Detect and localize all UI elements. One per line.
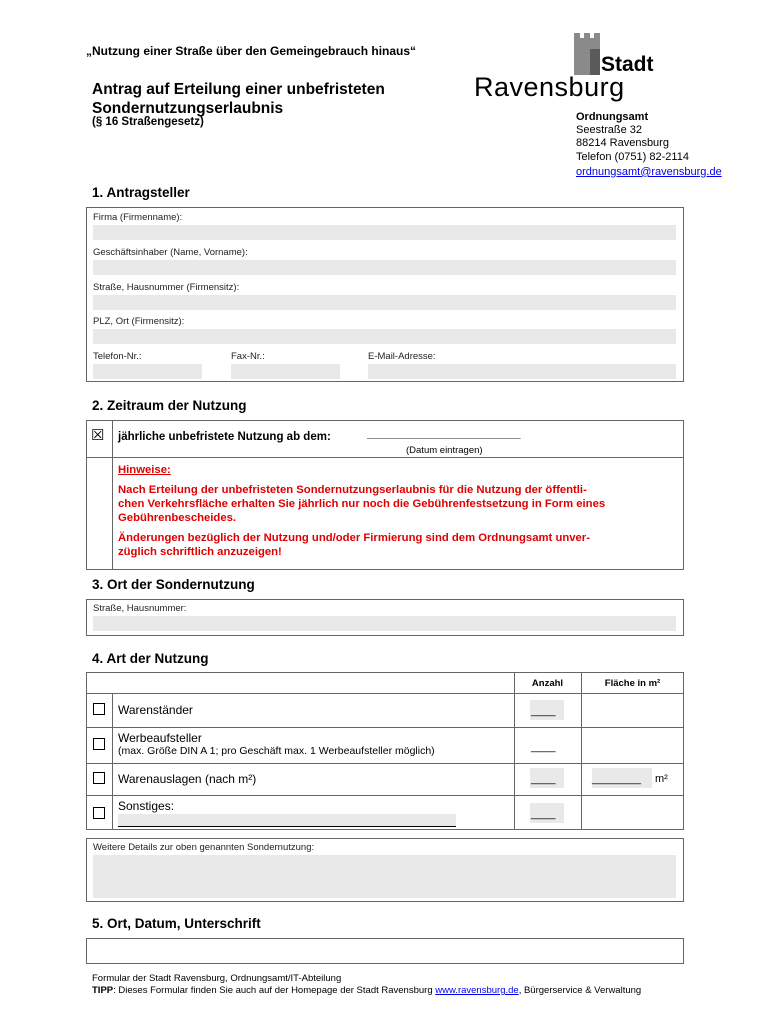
werbeaufsteller-checkbox[interactable] (93, 738, 105, 750)
telefon-label: Telefon-Nr.: (93, 351, 142, 362)
inhaber-label: Geschäftsinhaber (Name, Vorname): (93, 247, 248, 258)
plz-ort-label: PLZ, Ort (Firmensitz): (93, 316, 185, 327)
logo-ravensburg: Ravensburg (474, 72, 625, 102)
fax-label: Fax-Nr.: (231, 351, 265, 362)
werbeaufsteller-label: Werbeaufsteller (118, 731, 202, 745)
hinweis-aenderungen: Änderungen bezüglich der Nutzung und/oder Firmierung sind dem Ordnungsamt unver- züglich schriftlich anzuzeigen! (118, 532, 590, 558)
section-3-heading: 3. Ort der Sondernutzung (92, 577, 255, 592)
warenauslagen-label: Warenauslagen (nach m²) (118, 772, 257, 786)
firma-field[interactable] (93, 225, 676, 240)
office-email-link[interactable]: ordnungsamt@ravensburg.de (576, 165, 722, 178)
firma-label: Firma (Firmenname): (93, 212, 183, 223)
warenstaender-label: Warenständer (118, 703, 193, 717)
inhaber-field[interactable] (93, 260, 676, 275)
hinweise-title: Hinweise: (118, 464, 171, 476)
sonstiges-label: Sonstiges: (118, 799, 175, 813)
email-label: E-Mail-Adresse: (368, 351, 436, 362)
sonstiges-anzahl: ____ (531, 808, 556, 820)
details-label: Weitere Details zur oben genannten Sondernutzung: (93, 842, 315, 853)
footer-line1: Formular der Stadt Ravensburg, Ordnungsamt/IT-Abteilung (92, 973, 342, 984)
start-date-field[interactable]: ________________________ (367, 428, 521, 440)
signature-field[interactable] (86, 938, 684, 964)
homepage-link[interactable]: www.ravensburg.de (435, 985, 519, 996)
date-hint: (Datum eintragen) (406, 445, 483, 456)
plz-ort-field[interactable] (93, 329, 676, 344)
warenauslagen-flaeche: ________ (592, 773, 641, 785)
warenauslagen-anzahl: ____ (531, 773, 556, 785)
page-title: Antrag auf Erteilung einer unbefristeten Sondernutzungserlaubnis (92, 81, 385, 117)
warenauslagen-checkbox[interactable] (93, 772, 105, 784)
section-5-heading: 5. Ort, Datum, Unterschrift (92, 916, 261, 931)
law-reference: (§ 16 Straßengesetz) (92, 116, 204, 128)
strasse-field[interactable] (93, 295, 676, 310)
section-4-heading: 4. Art der Nutzung (92, 651, 209, 666)
office-address: Ordnungsamt Seestraße 32 88214 Ravensburg Telefon (0751) 82-2114 ordnungsamt@ravensburg.de (576, 111, 722, 178)
col-anzahl: Anzahl (531, 678, 564, 689)
strasse-label: Straße, Hausnummer (Firmensitz): (93, 282, 240, 293)
section-2-heading: 2. Zeitraum der Nutzung (92, 398, 247, 413)
email-field[interactable] (368, 364, 676, 379)
fax-field[interactable] (231, 364, 340, 379)
annual-usage-label: jährliche unbefristete Nutzung ab dem: (118, 431, 331, 443)
details-field[interactable] (93, 855, 676, 898)
werbeaufsteller-anzahl[interactable]: ____ (531, 741, 556, 753)
section-1-heading: 1. Antragsteller (92, 185, 190, 200)
footer-tipp: TIPP: Dieses Formular finden Sie auch auf der Homepage der Stadt Ravensburg www.ravensburg.de, Bürgerservice & Verwaltung (92, 985, 642, 996)
location-strasse-field[interactable] (93, 616, 676, 631)
werbeaufsteller-note: (max. Größe DIN A 1; pro Geschäft max. 1 Werbeaufsteller möglich) (118, 745, 435, 757)
annual-usage-checkbox[interactable]: ☒ (91, 427, 105, 444)
col-flaeche: Fläche in m² (604, 678, 661, 689)
telefon-field[interactable] (93, 364, 202, 379)
warenstaender-anzahl: ____ (531, 705, 556, 717)
hinweis-gebuehren: Nach Erteilung der unbefristeten Sondernutzungserlaubnis für die Nutzung der öffentli- chen Verkehrsfläche erhalten Sie jährlich nur noch die Gebührenfestsetzung in Form eines Gebührenbescheides. (118, 484, 606, 524)
location-strasse-label: Straße, Hausnummer: (93, 603, 187, 614)
sonstiges-checkbox[interactable] (93, 807, 105, 819)
form-subtitle: „Nutzung einer Straße über den Gemeingebrauch hinaus“ (86, 44, 417, 58)
warenstaender-checkbox[interactable] (93, 703, 105, 715)
logo-stadt: Stadt (601, 53, 654, 76)
warenauslagen-unit: m² (655, 773, 668, 785)
tower-logo-icon (574, 33, 600, 75)
